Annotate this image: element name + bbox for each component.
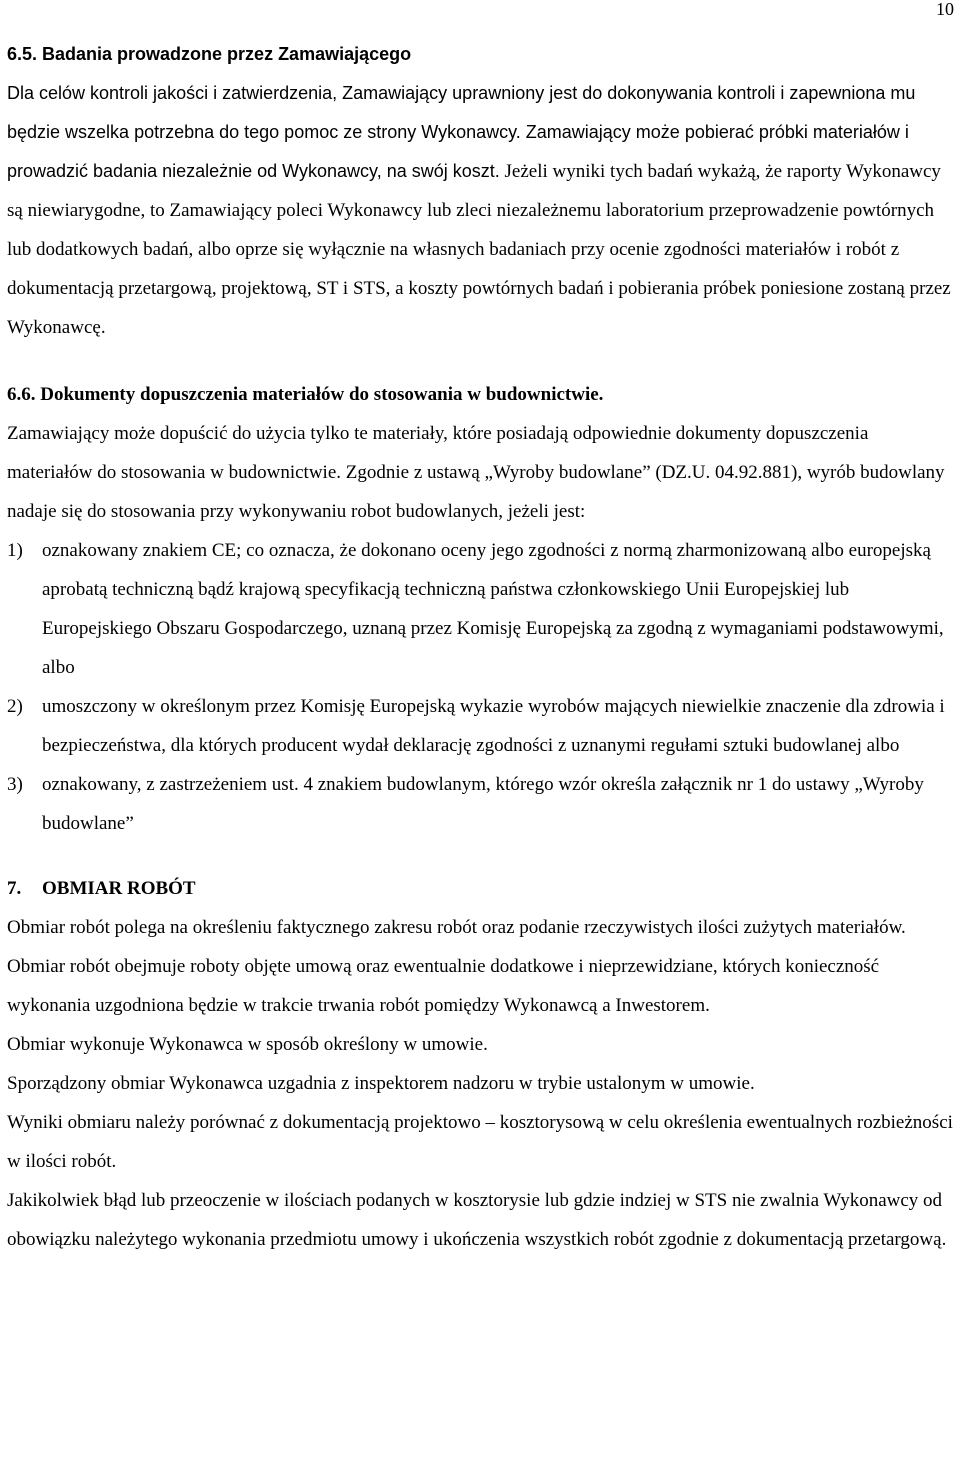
document-body [7, 35, 955, 1259]
section-paragraph: Obmiar robót obejmuje roboty objęte umową oraz ewentualnie dodatkowe i nieprzewidziane, których konieczność wykonania uzgodniona będzie w trakcie trwania robót pomiędzy Wykonawcą a Inwestorem. [7, 956, 880, 1016]
list-item [7, 765, 955, 843]
section-paragraph: Obmiar wykonuje Wykonawca w sposób określony w umowie. [7, 1034, 488, 1055]
section-heading: 6.5. Badania prowadzone przez Zamawiającego [7, 44, 412, 64]
section-spacer [7, 347, 955, 375]
list-item-number: 2) [7, 696, 23, 717]
list-item [7, 687, 955, 765]
section-6-6 [7, 375, 955, 843]
section-6-5 [7, 35, 955, 347]
section-paragraph: Zamawiający może dopuścić do użycia tylko te materiały, które posiadają odpowiednie dokumenty dopuszczenia materiałów do stosowania w budownictwie. Zgodnie z ustawą „Wyroby budowlane” (DZ.U. 04.92.881), wyrób budowlany nadaje się do stosowania przy wykonywaniu robot budowlanych, jeżeli jest: [7, 423, 945, 522]
section-paragraph: Jakikolwiek błąd lub przeoczenie w ilościach podanych w kosztorysie lub gdzie indziej w STS nie zwalnia Wykonawcy od obowiązku należytego wykonania przedmiotu umowy i ukończenia wszystkich robót zgodnie z dokumentacją przetargową. [7, 1190, 947, 1250]
section-heading [7, 869, 955, 908]
section-paragraph [7, 74, 955, 347]
list-item-number: 1) [7, 540, 23, 561]
section-7 [7, 869, 955, 1259]
paragraph-rest: Jeżeli wyniki tych badań wykażą, że raporty Wykonawcy są niewiarygodne, to Zamawiający poleci Wykonawcy lub zleci niezależnemu laboratorium przeprowadzenie powtórnych lub dodatkowych badań, albo oprze się wyłącznie na własnych badaniach przy ocenie zgodności materiałów i robót z dokumentacją przetargową, projektową, ST i STS, a koszty powtórnych badań i pobierania próbek poniesione zostaną przez Wykonawcę. [7, 161, 951, 338]
section-title: OBMIAR ROBÓT [42, 878, 196, 899]
section-number: 7. [7, 878, 22, 899]
section-heading: 6.6. Dokumenty dopuszczenia materiałów do stosowania w budownictwie. [7, 384, 604, 405]
section-spacer [7, 843, 955, 869]
list-item-number: 3) [7, 774, 23, 795]
list-item-text: oznakowany, z zastrzeżeniem ust. 4 znakiem budowlanym, którego wzór określa załącznik nr 1 do ustawy „Wyroby budowlane” [42, 774, 924, 834]
list-item-text: oznakowany znakiem CE; co oznacza, że dokonano oceny jego zgodności z normą zharmonizowaną albo europejską aprobatą techniczną bądź krajową specyfikacją techniczną państwa członkowskiego Unii Europejskiej lub Europejskiego Obszaru Gospodarczego, uznaną przez Komisję Europejską za zgodną z wymaganiami podstawowymi, albo [42, 540, 944, 678]
criteria-list [7, 531, 955, 843]
page-number: 10 [936, 0, 954, 19]
section-paragraph: Wyniki obmiaru należy porównać z dokumentacją projektowo – kosztorysową w celu określenia ewentualnych rozbieżności w ilości robót. [7, 1112, 953, 1172]
list-item-text: umoszczony w określonym przez Komisję Europejską wykazie wyrobów mających niewielkie znaczenie dla zdrowia i bezpieczeństwa, dla których producent wydał deklarację zgodności z uznanymi regułami sztuki budowlanej albo [42, 696, 945, 756]
paragraph-lead: Dla celów kontroli jakości i zatwierdzenia, Zamawiający uprawniony jest do dokonywania kontroli i zapewniona mu będzie wszelka potrzebna do tego pomoc ze strony Wykonawcy. Zamawiający może pobierać próbki materiałów i prowadzić badania niezależnie od Wykonawcy, na swój koszt. [7, 83, 916, 181]
section-paragraph: Obmiar robót polega na określeniu faktycznego zakresu robót oraz podanie rzeczywistych ilości zużytych materiałów. [7, 917, 906, 938]
section-paragraph: Sporządzony obmiar Wykonawca uzgadnia z inspektorem nadzoru w trybie ustalonym w umowie. [7, 1073, 755, 1094]
list-item [7, 531, 955, 687]
